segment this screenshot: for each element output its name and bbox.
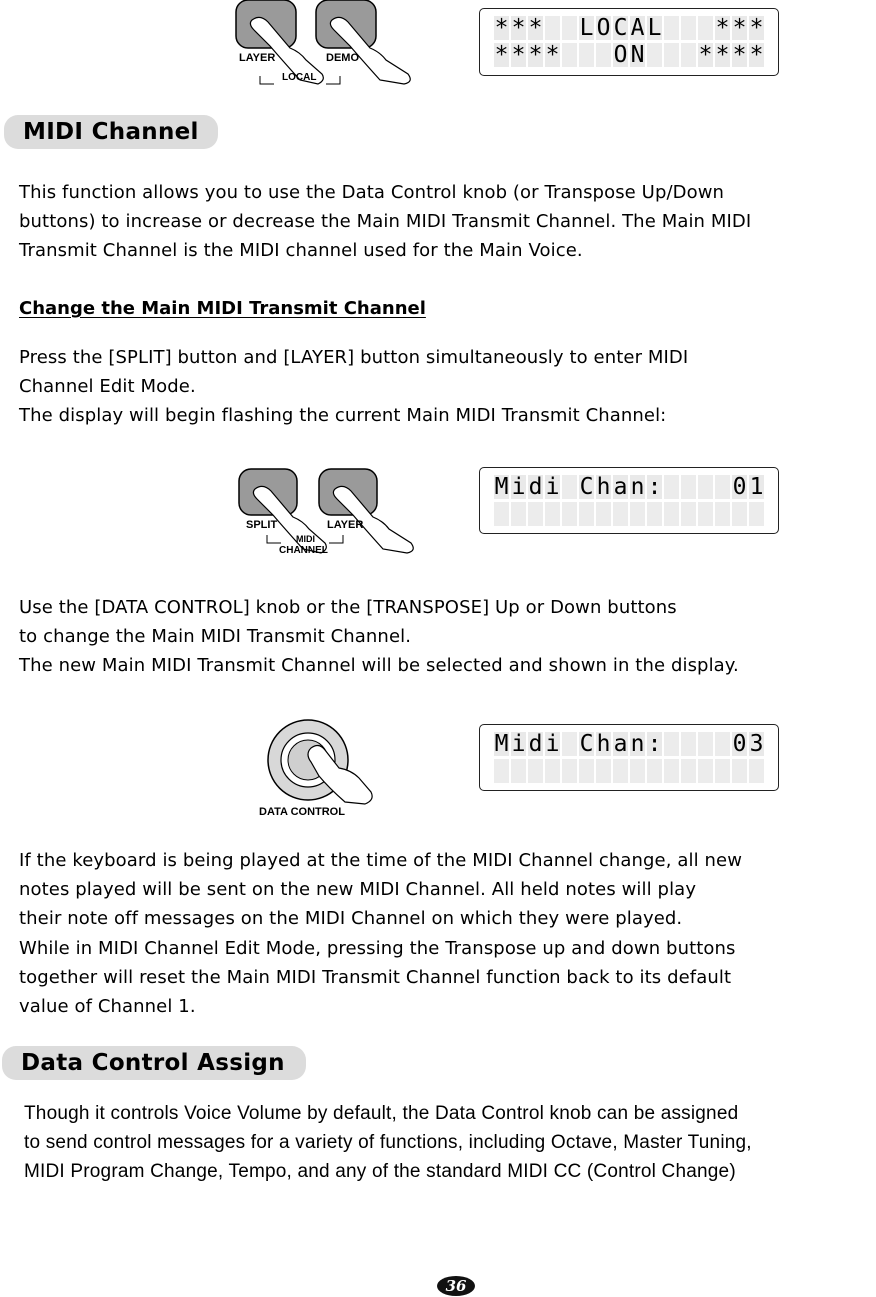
lcd-char-cell: *	[698, 43, 713, 67]
text-line: value of Channel 1.	[19, 995, 196, 1017]
lcd-display-midi-chan-03	[479, 724, 779, 791]
lcd-char-cell	[511, 502, 526, 526]
lcd-char-cell	[698, 759, 713, 783]
hand-pressing-buttons-illustration	[230, 0, 430, 90]
lcd-char-cell	[732, 502, 747, 526]
lcd-char-cell: *	[528, 43, 543, 67]
lcd-char-cell: :	[647, 475, 662, 499]
figure-midi-channel-buttons	[235, 465, 435, 560]
lcd-char-cell: O	[613, 43, 628, 67]
lcd-display-local	[479, 8, 779, 76]
lcd-char-cell: i	[511, 732, 526, 756]
lcd-char-cell	[562, 475, 577, 499]
step1-paragraph	[19, 343, 688, 431]
lcd-char-cell: *	[732, 16, 747, 40]
lcd-line-2	[494, 759, 764, 783]
lcd-char-cell: i	[545, 475, 560, 499]
lcd-char-cell: C	[579, 732, 594, 756]
lcd-char-cell	[698, 732, 713, 756]
figure-data-control-knob	[255, 718, 395, 823]
text-line: Though it controls Voice Volume by default, the Data Control knob can be assigned	[24, 1103, 739, 1124]
lcd-char-cell	[579, 759, 594, 783]
lcd-char-cell: i	[545, 732, 560, 756]
lcd-char-cell: *	[715, 16, 730, 40]
lcd-char-cell	[698, 502, 713, 526]
lcd-char-cell	[647, 43, 662, 67]
lcd-char-cell: h	[596, 475, 611, 499]
lcd-char-cell	[545, 16, 560, 40]
lcd-char-cell	[494, 502, 509, 526]
lcd-char-cell	[664, 502, 679, 526]
lcd-char-cell: *	[749, 16, 764, 40]
text-line: Use the [DATA CONTROL] knob or the [TRANSPOSE] Up or Down buttons	[19, 597, 677, 618]
lcd-char-cell: M	[494, 732, 509, 756]
lcd-char-cell	[749, 502, 764, 526]
data-control-assign-paragraph	[24, 1099, 752, 1187]
lcd-char-cell	[545, 502, 560, 526]
text-line: This function allows you to use the Data Control knob (or Transpose Up/Down	[19, 182, 725, 203]
page-number-badge: 36	[437, 1276, 475, 1296]
text-line: to change the Main MIDI Transmit Channel.	[19, 626, 412, 648]
hand-pressing-buttons-illustration	[235, 465, 435, 560]
lcd-char-cell: *	[749, 43, 764, 67]
lcd-char-cell	[596, 759, 611, 783]
figure-local-buttons	[230, 0, 430, 90]
lcd-char-cell: 0	[732, 475, 747, 499]
data-control-label: DATA CONTROL	[259, 806, 345, 818]
section-title-data-control-assign: Data Control Assign	[2, 1046, 306, 1080]
lcd-char-cell	[511, 759, 526, 783]
lcd-char-cell: i	[511, 475, 526, 499]
lcd-char-cell: 3	[749, 732, 764, 756]
demo-button-label: DEMO	[326, 52, 359, 64]
lcd-char-cell	[545, 759, 560, 783]
lcd-char-cell: *	[528, 16, 543, 40]
lcd-char-cell	[664, 16, 679, 40]
local-group-label: LOCAL	[282, 72, 317, 83]
lcd-char-cell	[715, 475, 730, 499]
text-line: Transmit Channel is the MIDI channel used for the Main Voice.	[19, 240, 583, 262]
split-button-label: SPLIT	[246, 519, 278, 531]
lcd-display-midi-chan-01	[479, 467, 779, 534]
text-line: If the keyboard is being played at the time of the MIDI Channel change, all new	[19, 850, 743, 871]
lcd-char-cell	[664, 475, 679, 499]
lcd-char-cell	[732, 759, 747, 783]
lcd-char-cell: h	[596, 732, 611, 756]
lcd-char-cell	[528, 502, 543, 526]
channel-group-label: CHANNEL	[279, 545, 328, 556]
lcd-char-cell: L	[579, 16, 594, 40]
lcd-char-cell: L	[647, 16, 662, 40]
intro-paragraph	[19, 178, 751, 266]
lcd-char-cell: a	[613, 475, 628, 499]
lcd-line-1	[494, 16, 764, 40]
lcd-char-cell	[715, 759, 730, 783]
lcd-char-cell	[494, 759, 509, 783]
lcd-line-2	[494, 43, 764, 67]
lcd-char-cell: n	[630, 732, 645, 756]
lcd-char-cell	[681, 43, 696, 67]
text-line: Channel Edit Mode.	[19, 376, 196, 398]
subheading: Change the Main MIDI Transmit Channel	[19, 298, 426, 319]
lcd-char-cell: :	[647, 732, 662, 756]
notes-paragraph	[19, 846, 742, 1021]
lcd-line-1	[494, 475, 764, 499]
lcd-char-cell: n	[630, 475, 645, 499]
lcd-char-cell: M	[494, 475, 509, 499]
section-title-midi-channel: MIDI Channel	[4, 115, 218, 149]
lcd-char-cell: *	[494, 43, 509, 67]
lcd-char-cell	[579, 502, 594, 526]
lcd-char-cell	[528, 759, 543, 783]
lcd-char-cell: 0	[732, 732, 747, 756]
lcd-char-cell: d	[528, 475, 543, 499]
lcd-char-cell	[715, 502, 730, 526]
lcd-char-cell	[562, 16, 577, 40]
lcd-char-cell	[681, 759, 696, 783]
lcd-char-cell: 1	[749, 475, 764, 499]
lcd-char-cell	[698, 475, 713, 499]
layer-button-label: LAYER	[327, 519, 364, 531]
lcd-char-cell	[596, 43, 611, 67]
text-line: their note off messages on the MIDI Channel on which they were played.	[19, 908, 683, 930]
lcd-char-cell: a	[613, 732, 628, 756]
layer-button-label: LAYER	[239, 52, 276, 64]
lcd-char-cell	[749, 759, 764, 783]
lcd-char-cell	[596, 502, 611, 526]
text-line: buttons) to increase or decrease the Main MIDI Transmit Channel. The Main MIDI	[19, 211, 752, 233]
lcd-char-cell: d	[528, 732, 543, 756]
lcd-char-cell	[630, 502, 645, 526]
lcd-char-cell	[664, 759, 679, 783]
text-line: to send control messages for a variety of functions, including Octave, Master Tuning,	[24, 1132, 752, 1154]
lcd-char-cell	[562, 732, 577, 756]
lcd-char-cell: N	[630, 43, 645, 67]
lcd-char-cell: *	[545, 43, 560, 67]
lcd-char-cell: O	[596, 16, 611, 40]
lcd-char-cell: C	[613, 16, 628, 40]
lcd-char-cell: C	[579, 475, 594, 499]
lcd-char-cell: *	[715, 43, 730, 67]
lcd-char-cell	[562, 43, 577, 67]
lcd-char-cell: *	[732, 43, 747, 67]
text-line: together will reset the Main MIDI Transmit Channel function back to its default	[19, 966, 732, 988]
lcd-char-cell	[681, 475, 696, 499]
step2-paragraph	[19, 593, 739, 681]
lcd-char-cell: *	[511, 16, 526, 40]
lcd-line-2	[494, 502, 764, 526]
lcd-char-cell	[630, 759, 645, 783]
midi-group-label: MIDI	[296, 534, 315, 544]
text-line: MIDI Program Change, Tempo, and any of the standard MIDI CC (Control Change)	[24, 1161, 736, 1183]
lcd-line-1	[494, 732, 764, 756]
text-line: The display will begin flashing the current Main MIDI Transmit Channel:	[19, 405, 667, 427]
lcd-char-cell	[681, 16, 696, 40]
lcd-char-cell	[664, 43, 679, 67]
lcd-char-cell	[647, 502, 662, 526]
lcd-char-cell	[562, 502, 577, 526]
lcd-char-cell	[715, 732, 730, 756]
text-line: While in MIDI Channel Edit Mode, pressing the Transpose up and down buttons	[19, 937, 736, 959]
text-line: The new Main MIDI Transmit Channel will be selected and shown in the display.	[19, 655, 739, 677]
lcd-char-cell: *	[494, 16, 509, 40]
lcd-char-cell	[613, 502, 628, 526]
lcd-char-cell	[613, 759, 628, 783]
lcd-char-cell	[681, 502, 696, 526]
lcd-char-cell: *	[511, 43, 526, 67]
lcd-char-cell	[562, 759, 577, 783]
lcd-char-cell	[647, 759, 662, 783]
lcd-char-cell	[664, 732, 679, 756]
lcd-char-cell	[698, 16, 713, 40]
lcd-char-cell	[681, 732, 696, 756]
text-line: Press the [SPLIT] button and [LAYER] button simultaneously to enter MIDI	[19, 347, 689, 368]
lcd-char-cell: A	[630, 16, 645, 40]
text-line: notes played will be sent on the new MIDI Channel. All held notes will play	[19, 879, 697, 901]
lcd-char-cell	[579, 43, 594, 67]
